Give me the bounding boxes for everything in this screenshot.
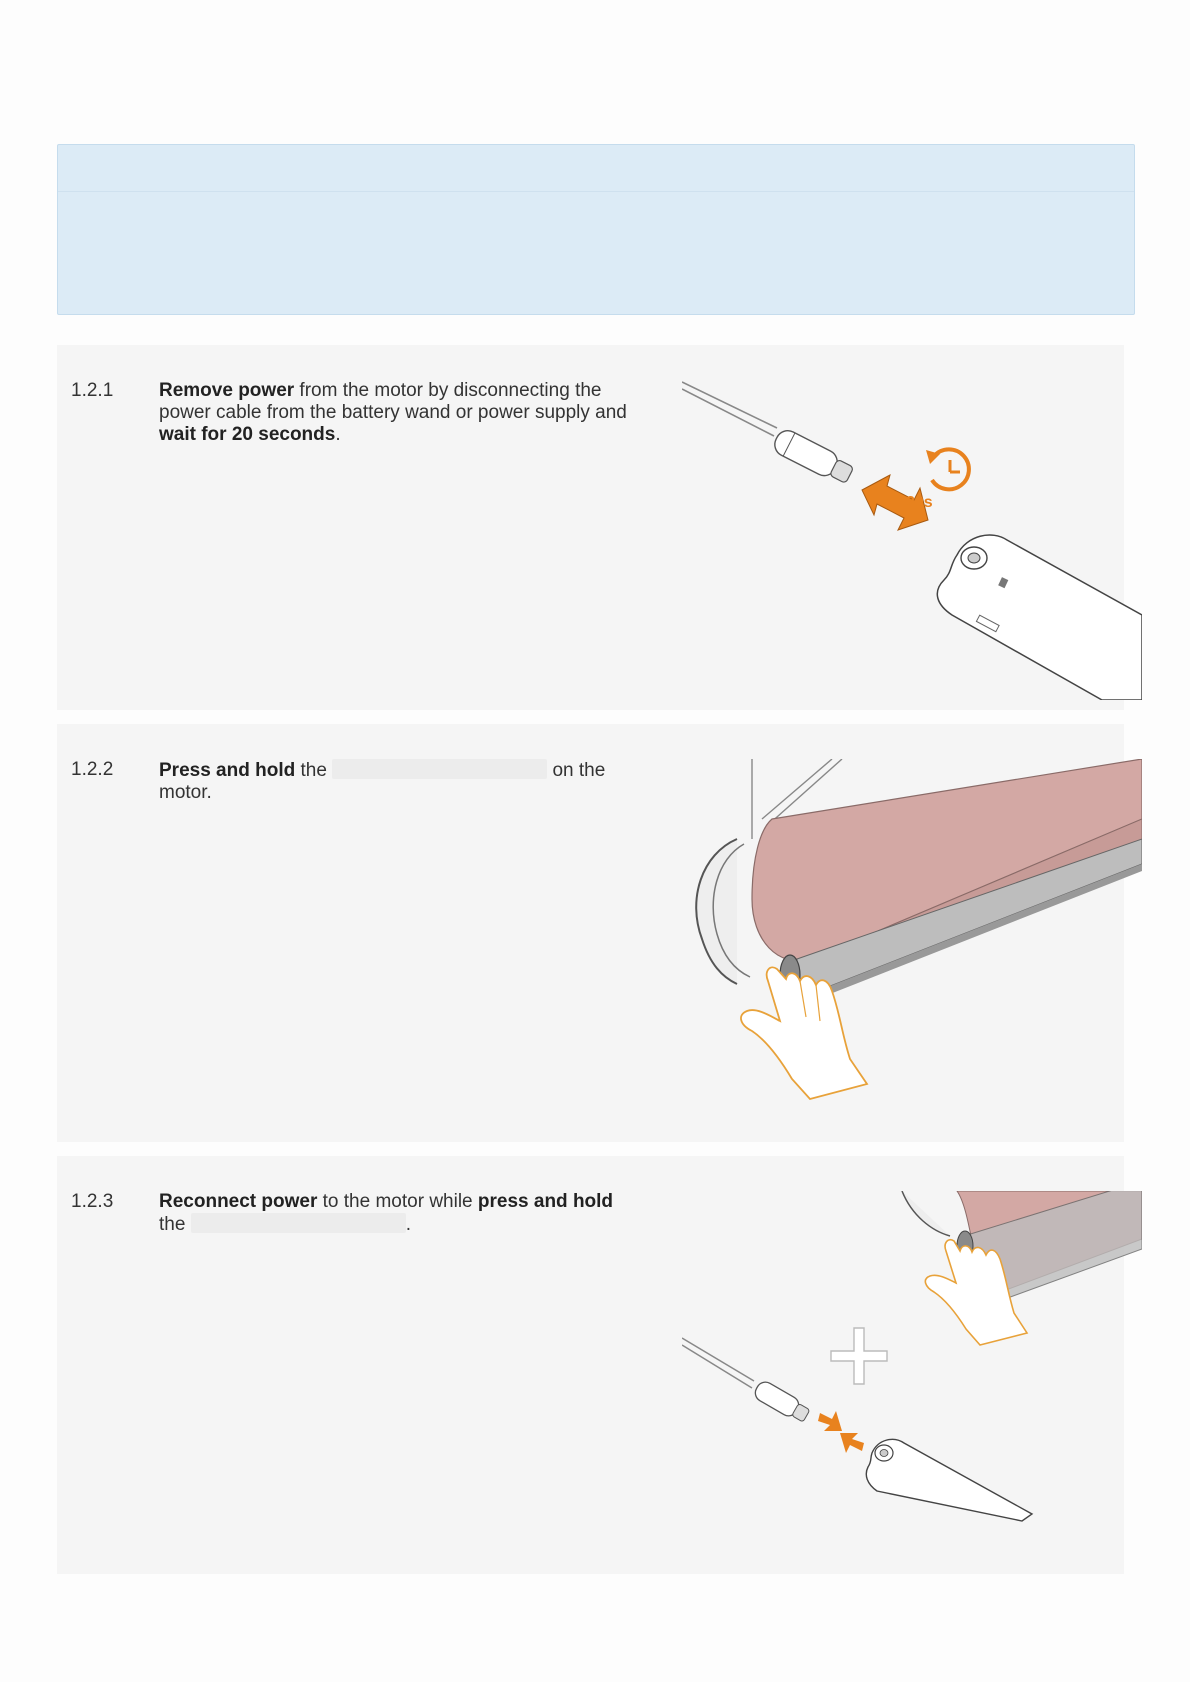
plus-icon <box>831 1328 887 1384</box>
notice-header <box>58 145 1134 192</box>
notice-box <box>57 144 1135 315</box>
step-number: 1.2.3 <box>71 1191 114 1212</box>
hand-icon <box>741 967 867 1099</box>
timer-icon <box>906 449 969 511</box>
reconnect-power-illustration <box>682 1191 1142 1561</box>
disconnect-power-illustration <box>682 380 1142 700</box>
timer-label: 20s <box>906 494 933 511</box>
redacted-button-name <box>191 1213 406 1233</box>
redacted-button-name <box>332 759 547 779</box>
press-button-illustration <box>682 759 1142 1124</box>
step-instruction: Remove power from the motor by disconnecting the power cable from the battery wand or power supply and wait for 20 seconds. <box>159 380 627 445</box>
step-number: 1.2.2 <box>71 759 114 780</box>
step-panel-1-2-1 <box>57 345 1124 710</box>
step-instruction: Press and hold the on the motor. <box>159 760 606 803</box>
step-number: 1.2.1 <box>71 380 114 401</box>
connect-arrows-icon <box>818 1411 864 1453</box>
step-panel-1-2-3 <box>57 1156 1124 1574</box>
step-panel-1-2-2 <box>57 724 1124 1142</box>
step-instruction: Reconnect power to the motor while press and hold the . <box>159 1191 614 1235</box>
